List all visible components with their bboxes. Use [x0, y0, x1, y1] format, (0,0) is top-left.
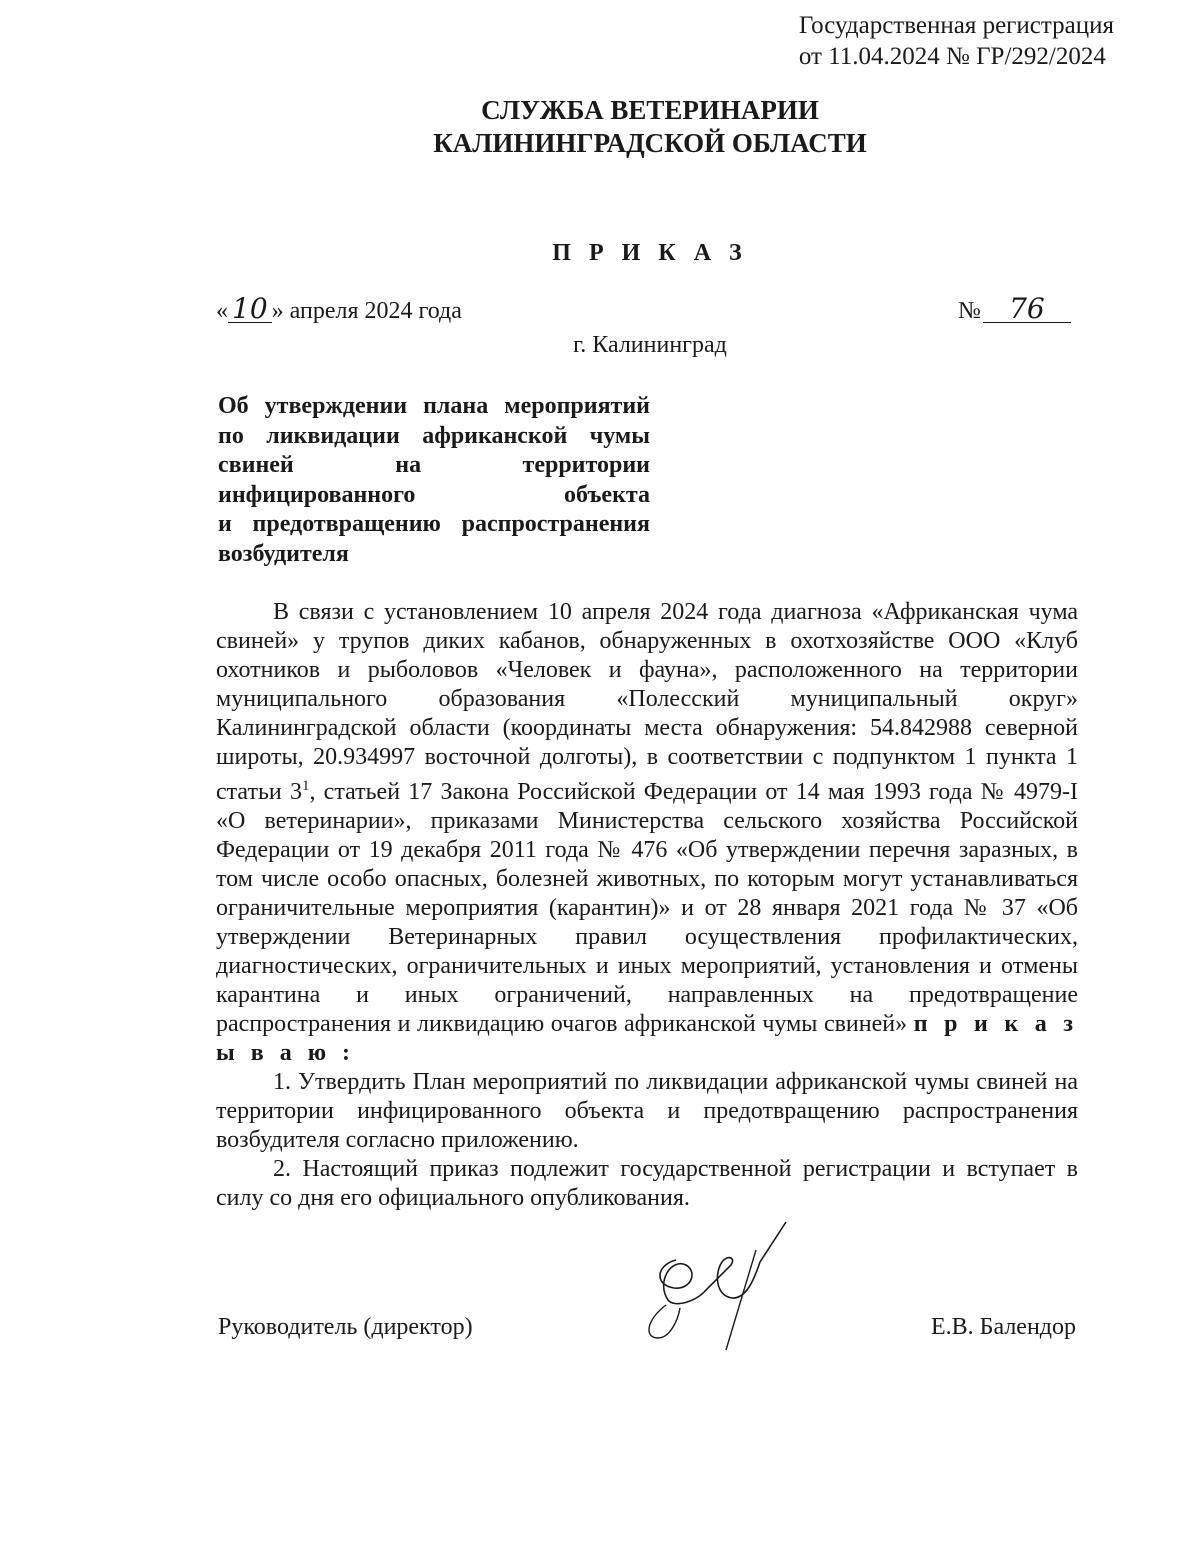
handwritten-signature — [636, 1210, 806, 1360]
document-type: П Р И К А З — [552, 240, 748, 266]
preamble-text: В связи с установлением 10 апреля 2024 года диагноза «Африканская чума свиней» у трупов диких кабанов, обнаруженных в охотхозяйстве ООО «Клуб охотников и рыболовов «Человек и фауна», расположенного на территории муниципального образования «Полесский муниципальный округ» Калининградской области (координаты места обнаружения: 54.842988 северной широты, 20.934997 восточной долготы), в соответствии с подпунктом 1 пункта 1 статьи 3 — [216, 599, 1078, 805]
number-prefix: № — [958, 298, 981, 324]
date-rest: » апреля 2024 года — [271, 298, 462, 324]
organization-line-2: КАЛИНИНГРАДСКОЙ ОБЛАСТИ — [433, 128, 867, 158]
number-handwritten: 76 — [983, 296, 1071, 323]
preamble-superscript: 1 — [301, 778, 310, 794]
signatory-name: Е.В. Балендор — [931, 1314, 1076, 1340]
subject-line: Об утверждении плана мероприятий — [218, 393, 650, 419]
subject-line: свиней на территории — [218, 452, 650, 478]
signatory-role: Руководитель (директор) — [218, 1314, 473, 1340]
subject-line: и предотвращению распространения — [218, 511, 650, 537]
order-item-1: 1. Утвердить План мероприятий по ликвидации африканской чумы свиней на территории инфицированного объекта и предотвращению распространения возбудителя согласно приложению. — [216, 1069, 1078, 1153]
date-open-quote: « — [216, 298, 228, 324]
order-word: п р и к а з ы в а ю : — [216, 1011, 1079, 1066]
subject-line: возбудителя — [218, 540, 349, 567]
organization-line-1: СЛУЖБА ВЕТЕРИНАРИИ — [481, 95, 819, 125]
order-number — [958, 292, 1071, 325]
registration-line-1: Государственная регистрация — [798, 12, 1114, 39]
registration-stamp — [799, 10, 1114, 72]
organization-header — [0, 94, 1200, 160]
order-body — [216, 598, 1078, 1213]
preamble-text-continued: , статьей 17 Закона Российской Федерации от 14 мая 1993 года № 4979-I «О ветеринарии», приказами Министерства сельского хозяйства Российской Федерации от 19 декабря 2011 года № 476 «Об утверждении перечня заразных, в том числе особо опасных, болезней животных, по которым могут устанавливаться ограничительные мероприятия (карантин)» и от 28 января 2021 года № 37 «Об утверждении Ветеринарных правил осуществления профилактических, диагностических, ограничительных и иных мероприятий, установления и отмены карантина и иных ограничений, направленных на предотвращение распространения и ликвидацию очагов африканской чумы свиней» — [216, 779, 1078, 1037]
preamble-paragraph — [216, 598, 1078, 1068]
date-day-handwritten: 10 — [228, 296, 272, 323]
subject-line: по ликвидации африканской чумы — [218, 422, 650, 449]
registration-line-2: от 11.04.2024 № ГР/292/2024 — [798, 43, 1106, 70]
order-item-2: 2. Настоящий приказ подлежит государственной регистрации и вступает в силу со дня его официального опубликования. — [216, 1156, 1078, 1211]
city: г. Калининград — [573, 332, 727, 358]
subject-line: инфицированного объекта — [218, 481, 650, 508]
order-date — [216, 292, 462, 325]
order-subject — [218, 392, 650, 569]
